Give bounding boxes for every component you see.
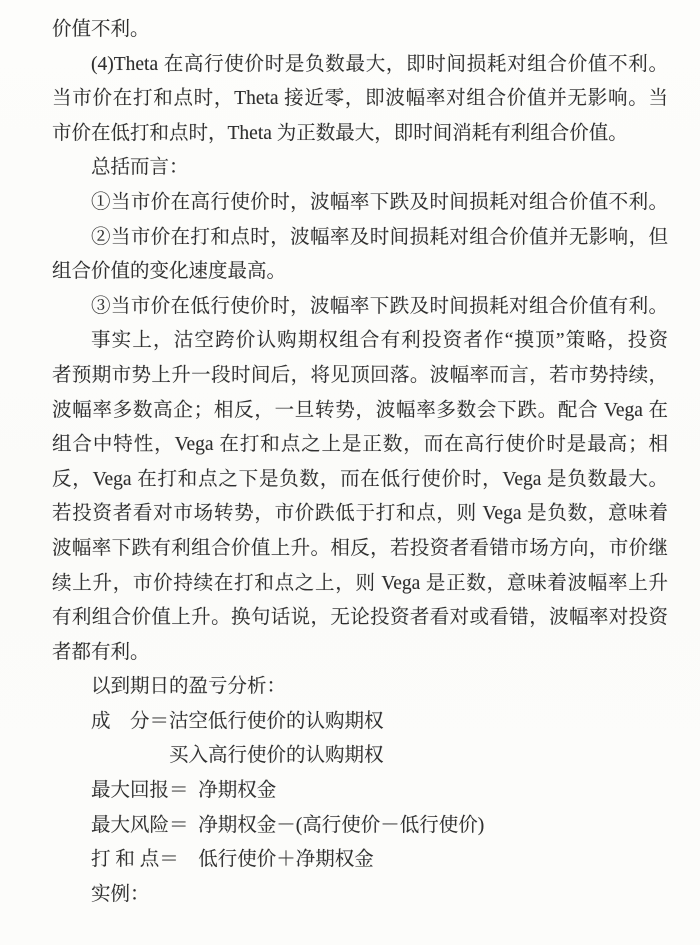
text-line: 打 和 点＝ 低行使价＋净期权金 <box>91 849 374 871</box>
text-line: ①当市价在高行使价时，波幅率下跌及时间损耗对组合价值不利。 <box>91 191 668 213</box>
text-line: 事实上，沽空跨价认购期权组合有利投资者作“摸顶”策略，投资 <box>91 330 668 352</box>
text-line: ②当市价在打和点时，波幅率及时间损耗对组合价值并无影响，但 <box>91 226 668 248</box>
text-line: 实例： <box>91 883 150 905</box>
text-line: 价值不利。 <box>52 19 150 40</box>
text-line: (4)Theta 在高行使价时是负数最大，即时间损耗对组合价值不利。 <box>91 53 668 75</box>
text-line: 有利组合价值上升。换句话说，无论投资者看对或看错，波幅率对投资 <box>52 607 668 629</box>
text-line: 当市价在打和点时，Theta 接近零，即波幅率对组合价值并无影响。当 <box>52 88 668 110</box>
text-line: 者预期市势上升一段时间后，将见顶回落。波幅率而言，若市势持续， <box>52 364 668 386</box>
text-line: 反，Vega 在打和点之下是负数，而在低行使价时，Vega 是负数最大。 <box>52 468 668 490</box>
text-line: 组合价值的变化速度最高。 <box>52 261 287 283</box>
text-line: 波幅率下跌有利组合价值上升。相反，若投资者看错市场方向，市价继 <box>52 537 668 559</box>
text-line: 以到期日的盈亏分析： <box>91 676 287 698</box>
text-line: 组合中特性，Vega 在打和点之上是正数，而在高行使价时是最高；相 <box>52 434 668 456</box>
text-line: 最大风险＝ 净期权金－(高行使价－低行使价) <box>91 814 485 836</box>
text-line: 总括而言： <box>91 157 189 179</box>
text-line: 波幅率多数高企；相反，一旦转势，波幅率多数会下跌。配合 Vega 在 <box>52 399 668 421</box>
text-line: 成 分＝沽空低行使价的认购期权 <box>91 710 384 732</box>
text-line: 若投资者看对市场转势，市价跌低于打和点，则 Vega 是负数，意味着 <box>52 503 668 525</box>
text-line: 续上升，市价持续在打和点之上，则 Vega 是正数，意味着波幅率上升 <box>52 572 668 594</box>
text-line: ③当市价在低行使价时，波幅率下跌及时间损耗对组合价值有利。 <box>91 295 668 317</box>
text-line: 者都有利。 <box>52 641 150 663</box>
page-text <box>52 13 668 912</box>
text-line: 最大回报＝ 净期权金 <box>91 780 277 802</box>
text-line: 买入高行使价的认购期权 <box>169 745 384 767</box>
text-line: 市价在低打和点时，Theta 为正数最大，即时间消耗有利组合价值。 <box>52 122 628 144</box>
